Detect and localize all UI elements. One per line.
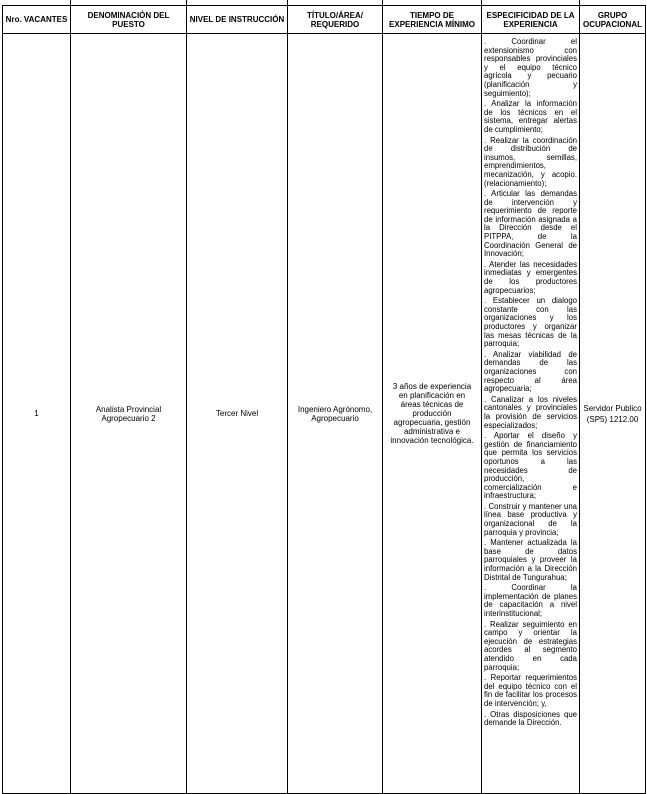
cell-experiencia: 3 años de experiencia en planificación en áreas técnicas de producción agropecuaria, gestión administrativa e innovación tecnológica. (383, 34, 482, 794)
table-row (3, 34, 646, 794)
spec-item: . Otras disposiciones que demande la Dirección. (484, 709, 577, 728)
header-row (3, 6, 646, 34)
spec-item: . Establecer un dialogo constante con las organizaciones y los productores y organizar las mesas técnicas de la parroquia; (484, 296, 577, 349)
cell-especificidad (482, 34, 580, 794)
spec-item: . Construir y mantener una línea base productiva y organizacional de la parroquia y provincia; (484, 501, 577, 537)
cell-grupo: Servidor Publico (SP5) 1212.00 (580, 34, 646, 794)
spec-item: . Reportar requerimientos del equipo técnico con el fin de facilitar los procesos de intervención; y, (484, 673, 577, 708)
header-titulo: TÍTULO/ÁREA/ REQUERIDO (288, 6, 383, 34)
vacancy-table (2, 5, 646, 794)
spec-item: . Analizar viabilidad de demandas de las organizaciones con respecto al área agropecuaria; (484, 349, 577, 394)
header-experiencia: TIEMPO DE EXPERIENCIA MÍNIMO (383, 6, 482, 34)
cell-titulo: Ingeniero Agrónomo, Agropecuario (288, 34, 383, 794)
header-vacantes: Nro. VACANTES (3, 6, 71, 34)
spec-item: . Realizar la coordinación de distribución de insumos, semillas, emprendimientos, mecanización, y acopio. (relacionamiento); (484, 135, 577, 188)
spec-item: . Atender las necesidades inmediatas y emergentes de los productores agropecuarios; (484, 259, 577, 295)
spec-item: . Analizar la información de los técnicos en el sistema, entregar alertas de cumplimiento; (484, 99, 577, 134)
spec-item: . Aportar el diseño y gestión de financiamiento que permita los servicios oportunos a las necesidades de producción, comercialización e infraestructura; (484, 431, 577, 501)
header-puesto: DENOMINACIÓN DEL PUESTO (71, 6, 187, 34)
spec-item: . Articular las demandas de intervención y requerimiento de reporte de información asignada a la Dirección desde el PITPPA, de la Coordinación General de Innovación; (484, 189, 577, 259)
header-instruccion: NIVEL DE INSTRUCCIÓN (187, 6, 288, 34)
spec-item: . Coordinar la implementación de planes de capacitación a nivel interinstitucional; (484, 583, 577, 618)
spec-item: . Realizar seguimiento en campo y orientar la ejecución de estrategias acordes al segmento atendido en cada parroquia; (484, 619, 577, 672)
cell-puesto: Analista Provincial Agropecuario 2 (71, 34, 187, 794)
cell-vacantes: 1 (3, 34, 71, 794)
header-especificidad: ESPECIFICIDAD DE LA EXPERIENCIA (482, 6, 580, 34)
cell-instruccion: Tercer Nivel (187, 34, 288, 794)
spec-item: . Coordinar el extensionismo con responsables provinciales y el equipo técnico agrícola y pecuario (planificación y seguimiento); (484, 37, 577, 98)
spec-item: . Mantener actualizada la base de datos parroquiales y proveer la información a la Dirección Distrital de Tungurahua; (484, 538, 577, 582)
header-grupo: GRUPO OCUPACIONAL (580, 6, 646, 34)
spec-item: . Canalizar a los niveles cantonales y provinciales la provisión de servicios especializados; (484, 394, 577, 430)
